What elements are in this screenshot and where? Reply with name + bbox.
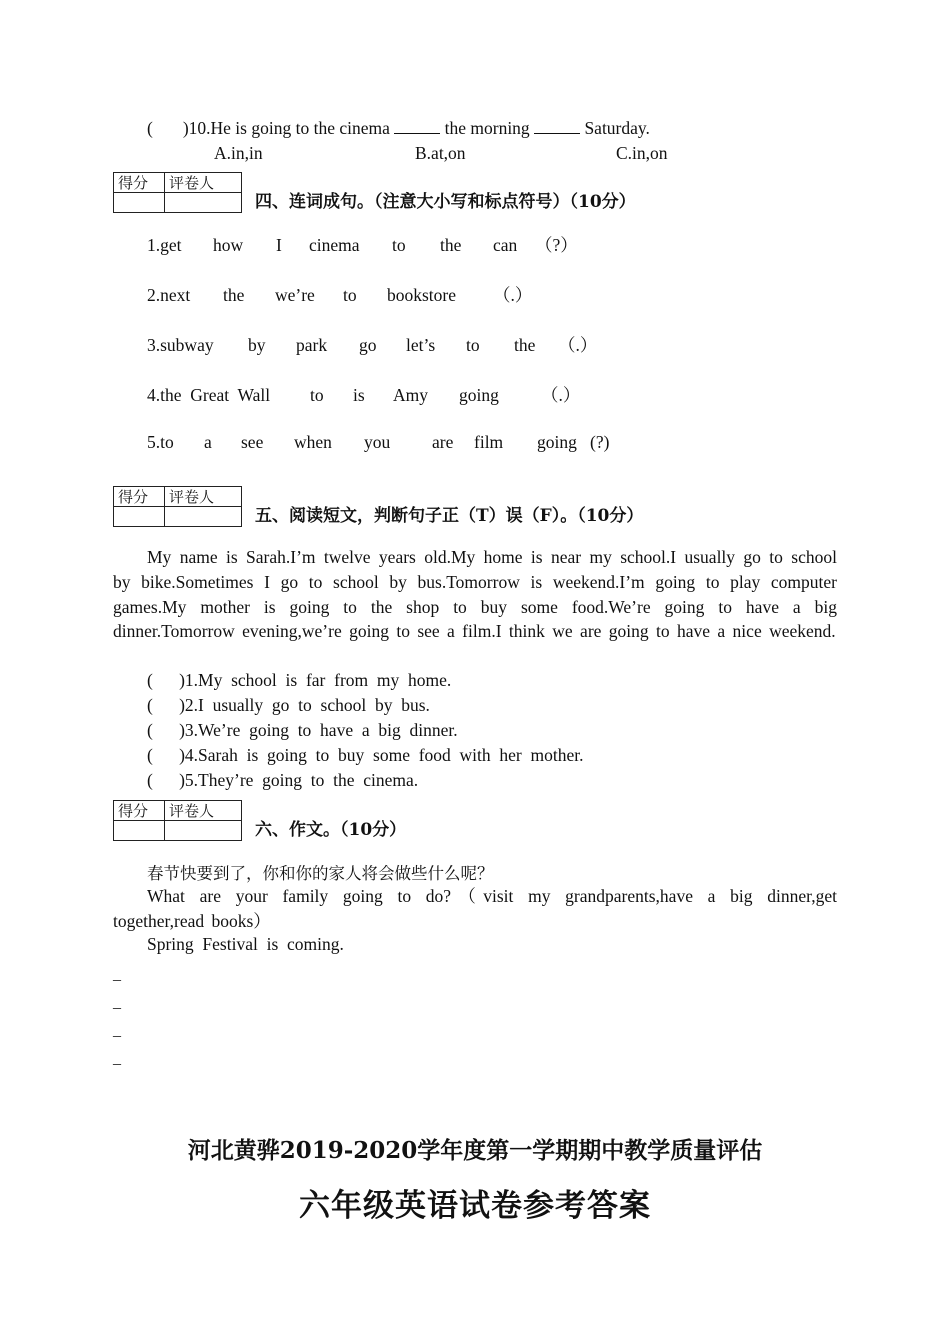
answer-key-title-2: 六年级英语试卷参考答案 xyxy=(299,1188,651,1224)
composition-prompt-cn: 春节快要到了，你和你的家人将会做些什么呢？ xyxy=(147,864,494,883)
judge-question-2: ( )2.I usually go to school by bus. xyxy=(147,695,430,715)
q10-line xyxy=(147,117,650,139)
section4-item-4: 4.the Great Wall to is Amy going （.） xyxy=(147,385,581,405)
q10-blank-2[interactable] xyxy=(534,118,580,134)
judge-question-3: ( )3.We’re going to have a big dinner. xyxy=(147,720,458,740)
judge-question-5: ( )5.They’re going to the cinema. xyxy=(147,770,419,790)
writing-line-2[interactable]: _ xyxy=(113,994,121,1011)
section4-item-5: 5.to a see when you are film going (?) xyxy=(147,432,610,452)
section6-title: 六、作文。（10分） xyxy=(255,820,407,840)
score-cell[interactable] xyxy=(114,821,165,841)
writing-line-4[interactable]: _ xyxy=(113,1050,121,1067)
section4-item-3: 3.subway by park go let’s to the （.） xyxy=(147,335,598,355)
grader-label: 评卷人 xyxy=(165,173,242,193)
grader-cell[interactable] xyxy=(165,507,242,527)
q10-text-a: )10.He is going to the cinema xyxy=(182,118,390,138)
composition-prompt-en-box xyxy=(113,884,837,934)
composition-start: Spring Festival is coming. xyxy=(147,934,344,954)
answer-key-title-1: 河北黄骅2019-2020学年度第一学期期中教学质量评估 xyxy=(187,1137,763,1164)
writing-line-1[interactable]: _ xyxy=(113,966,121,983)
grader-cell[interactable] xyxy=(165,193,242,213)
passage-text: My name is Sarah.I’m twelve years old.My home is near my school.I usually go to school by bike.Sometimes I go to school by bus.Tomorrow is weekend.I’m going to play computer games.My mother is going to the shop to buy some food.We’re going to have a big dinner.Tomorrow evening,we’re going to see a film.I think we are going to have a nice weekend. xyxy=(113,547,837,642)
answer-paren: ( xyxy=(147,118,153,138)
grader-label: 评卷人 xyxy=(165,801,242,821)
q10-blank-1[interactable] xyxy=(394,118,440,134)
score-label: 得分 xyxy=(114,487,165,507)
grader-cell[interactable] xyxy=(165,821,242,841)
score-box-section4 xyxy=(113,172,242,213)
writing-line-3[interactable]: _ xyxy=(113,1022,121,1039)
grader-label: 评卷人 xyxy=(165,487,242,507)
judge-question-1: ( )1.My school is far from my home. xyxy=(147,670,452,690)
score-cell[interactable] xyxy=(114,507,165,527)
reading-passage xyxy=(113,545,837,644)
composition-prompt-en: What are your family going to do?（visit my grandparents,have a big dinner,get together,read books） xyxy=(113,886,837,931)
q10-option-b: B.at,on xyxy=(415,143,466,163)
score-box-section5 xyxy=(113,486,242,527)
section4-title: 四、连词成句。（注意大小写和标点符号）（10分） xyxy=(255,192,636,212)
q10-text-c: Saturday. xyxy=(584,118,650,138)
q10-option-c: C.in,on xyxy=(616,143,668,163)
section4-item-1: 1.get how I cinema to the can （?） xyxy=(147,235,578,255)
score-label: 得分 xyxy=(114,173,165,193)
section5-title: 五、阅读短文，判断句子正（T）误（F）。（10分） xyxy=(255,506,644,526)
score-label: 得分 xyxy=(114,801,165,821)
q10-option-a: A.in,in xyxy=(214,143,263,163)
score-box-section6 xyxy=(113,800,242,841)
q10-text-b: the morning xyxy=(444,118,530,138)
judge-question-4: ( )4.Sarah is going to buy some food with her mother. xyxy=(147,745,584,765)
section4-item-2: 2.next the we’re to bookstore （.） xyxy=(147,285,533,305)
score-cell[interactable] xyxy=(114,193,165,213)
